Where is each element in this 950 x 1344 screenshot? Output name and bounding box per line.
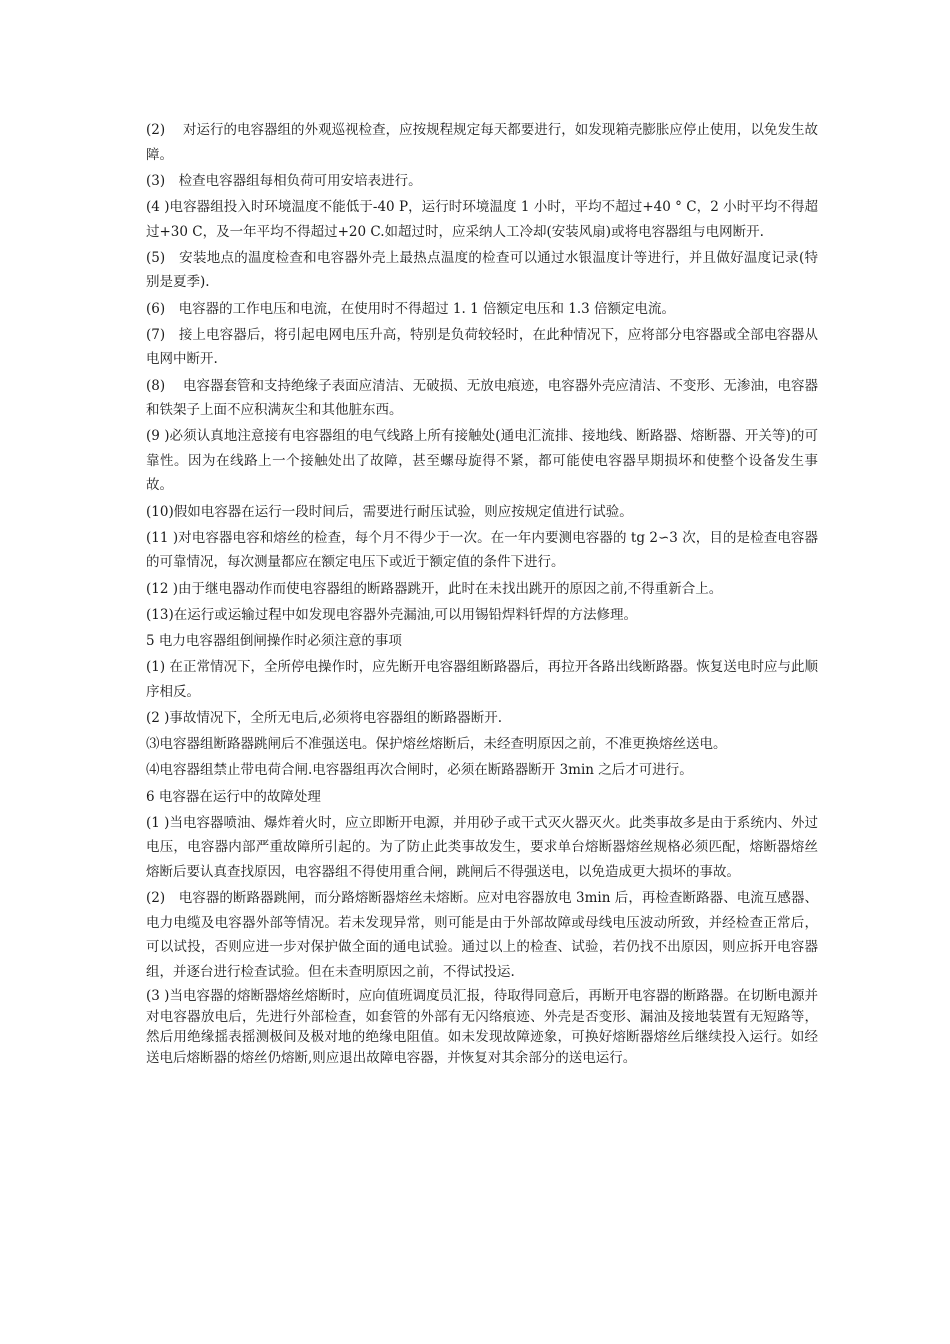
document-body [146, 118, 818, 1070]
paragraph-11-capacitance-check: (11 )对电容器电容和熔丝的检查，每个月不得少于一次。在一年内要测电容器的 tg 2∽3 次，目的是检查电容器的可靠情况，每次测量都应在额定电压下或近于额定值的条件下进行。 [146, 529, 818, 571]
paragraph-7-grid-voltage: (7) 接上电容器后，将引起电网电压升高，特别是负荷较轻时，在此种情况下，应将部分电容器或全部电容器从电网中断开. [146, 326, 818, 368]
paragraph-10-withstand-test: (10)假如电容器在运行一段时间后，需要进行耐压试验，则应按规定值进行试验。 [146, 503, 633, 520]
paragraph-switching-1: (1) 在正常情况下，全所停电操作时，应先断开电容器组断路器后，再拉开各路出线断路器。恢复送电时应与此顺序相反。 [146, 659, 818, 700]
paragraph-5-temperature-record: (5) 安装地点的温度检查和电容器外壳上最热点温度的检查可以通过水银温度计等进行，并且做好温度记录(特别是夏季). [146, 249, 818, 291]
paragraph-13-oil-leak: (13)在运行或运输过程中如发现电容器外壳漏油,可以用锡铅焊料钎焊的方法修理。 [146, 606, 638, 623]
paragraph-switching-4: ⑷电容器组禁止带电荷合闸.电容器组再次合闸时，必须在断路器断开 3min 之后才可进行。 [146, 762, 693, 779]
section-heading-5: 5 电力电容器组倒闸操作时必须注意的事项 [146, 633, 402, 649]
section-heading-6: 6 电容器在运行中的故障处理 [146, 788, 321, 805]
paragraph-6-voltage-current: (6) 电容器的工作电压和电流，在使用时不得超过 1. 1 倍额定电压和 1.3 倍额定电流。 [146, 300, 676, 317]
paragraph-fault-1: (1 )当电容器喷油、爆炸着火时，应立即断开电源，并用砂子或干式灭火器灭火。此类事故多是由于系统内、外过电压，电容器内部严重故障所引起的。为了防止此类事故发生，要求单台熔断器熔丝规格必须匹配，熔断器熔丝熔断后要认真查找原因，电容器组不得使用重合闸，跳闸后不得强送电，以免造成更大损坏的事故。 [146, 814, 818, 880]
paragraph-fault-3: (3 )当电容器的熔断器熔丝熔断时，应向值班调度员汇报，待取得同意后，再断开电容器的断路器。在切断电源并对电容器放电后，先进行外部检查，如套管的外部有无闪络痕迹、外壳是否变形、漏油及接地装置有无短路等，然后用绝缘摇表摇测极间及极对地的绝缘电阻值。如未发现故障迹象，可换好熔断器熔丝后继续投入运行。如经送电后熔断器的熔丝仍熔断,则应退出故障电容器，并恢复对其余部分的送电运行。 [146, 988, 818, 1066]
paragraph-4-temperature: (4 )电容器组投入时环境温度不能低于-40 P，运行时环境温度 1 小时，平均不超过+40 ° C，2 小时平均不得超过+30 C，及一年平均不得超过+20 C.如超过时，应采纳人工冷却(安装风扇)或将电容器组与电网断开. [146, 198, 818, 240]
paragraph-12-breaker-trip: (12 )由于继电器动作而使电容器组的断路器跳开，此时在未找出跳开的原因之前,不得重新合上。 [146, 580, 723, 597]
paragraph-fault-2: (2) 电容器的断路器跳闸，而分路熔断器熔丝未熔断。应对电容器放电 3min 后，再检查断路器、电流互感器、电力电缆及电容器外部等情况。若未发现异常，则可能是由于外部故障或母线电压波动所致，并经检查正常后，可以试投，否则应进一步对保护做全面的通电试验。通过以上的检查、试验，若仍找不出原因，则应拆开电容器组，并逐台进行检查试验。但在未查明原因之前，不得试投运. [146, 890, 818, 980]
paragraph-9-contacts: (9 )必须认真地注意接有电容器组的电气线路上所有接触处(通电汇流排、接地线、断路器、熔断器、开关等)的可靠性。因为在线路上一个接触处出了故障，甚至螺母旋得不紧，都可能使电容器早期损坏和使整个设备发生事故。 [146, 428, 818, 494]
paragraph-3-load-check: (3) 检查电容器组每相负荷可用安培表进行。 [146, 172, 422, 189]
paragraph-8-cleanliness: (8) 电容器套管和支持绝缘子表面应清洁、无破损、无放电痕迹，电容器外壳应清洁、不变形、无渗油，电容器和铁架子上面不应积满灰尘和其他脏东西。 [146, 377, 818, 419]
paragraph-2-inspection: (2) 对运行的电容器组的外观巡视检查，应按规程规定每天都要进行，如发现箱壳膨胀应停止使用，以免发生故障。 [146, 122, 818, 163]
paragraph-switching-3: ⑶电容器组断路器跳闸后不准强送电。保护熔丝熔断后，未经查明原因之前，不准更换熔丝送电。 [146, 736, 727, 753]
paragraph-switching-2: (2 )事故情况下，全所无电后,必须将电容器组的断路器断开. [146, 709, 502, 726]
